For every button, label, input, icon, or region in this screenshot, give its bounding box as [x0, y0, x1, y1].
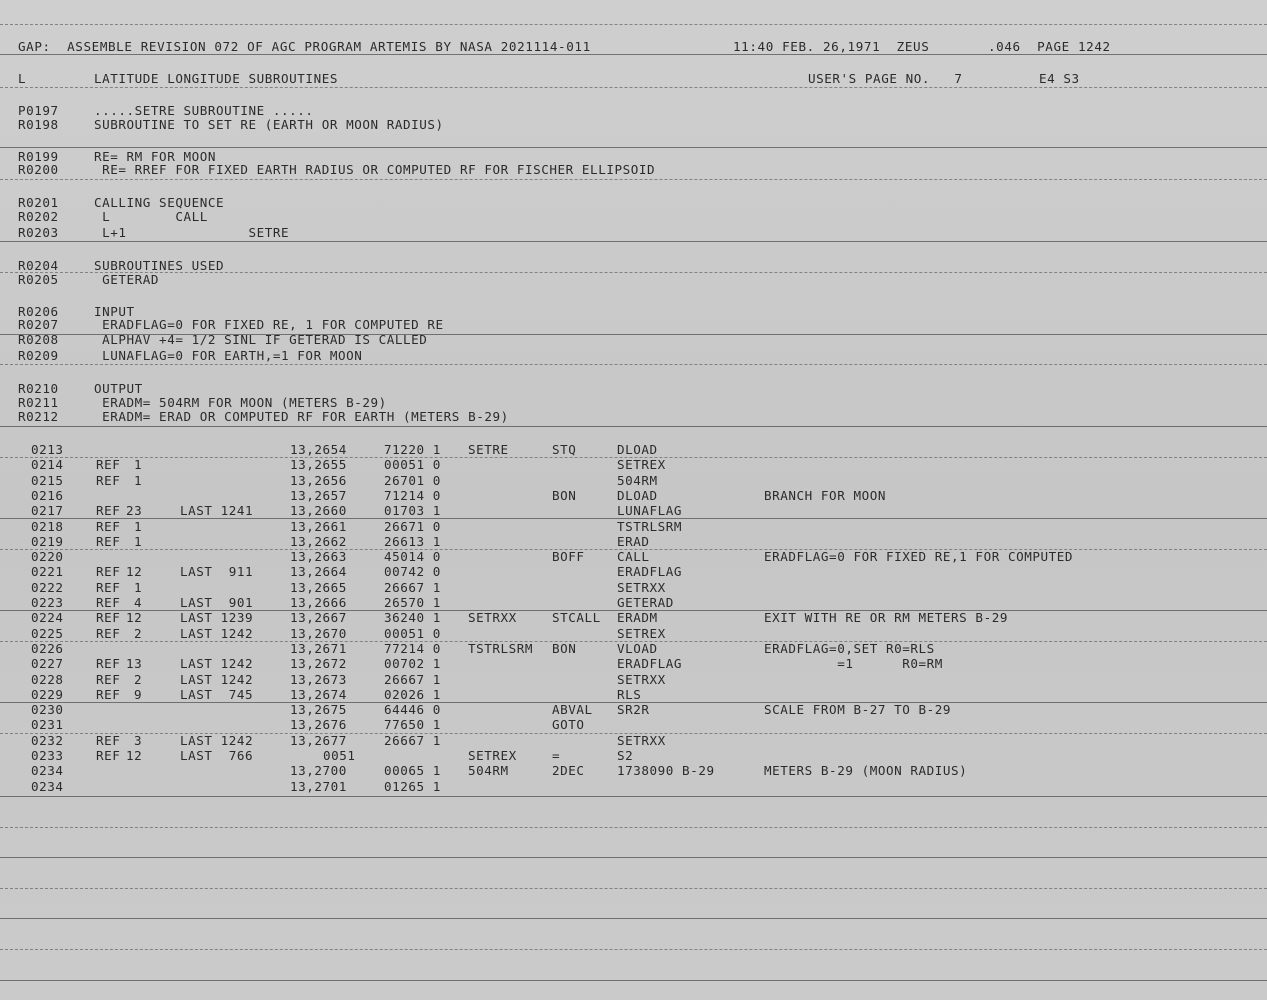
comment-text: CALLING SEQUENCE — [94, 195, 225, 210]
memory-address: 13,2655 — [290, 457, 347, 473]
line-number: 0228 — [31, 671, 64, 687]
symbol-label: TSTRLSRM — [468, 640, 534, 656]
code-line — [0, 550, 1267, 564]
line-number: 0219 — [31, 533, 64, 549]
ruling-line — [0, 918, 1267, 919]
comment-line — [0, 396, 1267, 410]
symbol-label: SETREX — [468, 748, 517, 763]
comment-text: INPUT — [94, 304, 135, 319]
operand: SR2R — [617, 702, 650, 718]
memory-address: 13,2700 — [290, 763, 347, 779]
octal-word: 26570 1 — [384, 595, 441, 610]
code-line — [0, 688, 1267, 702]
ruling-line — [0, 24, 1267, 25]
line-number: 0225 — [31, 625, 64, 641]
last-ref: LAST 766 — [180, 748, 254, 763]
comment-line — [0, 410, 1267, 424]
memory-address: 13,2662 — [290, 533, 347, 549]
operand: S2 — [617, 748, 634, 763]
line-comment: EXIT WITH RE OR RM METERS B-29 — [764, 610, 1008, 626]
line-number: R0212 — [18, 409, 59, 424]
ref-label: REF — [96, 533, 121, 549]
comment-text: OUTPUT — [94, 381, 143, 396]
ref-count: 1 — [134, 518, 143, 534]
memory-address: 13,2674 — [290, 686, 347, 702]
ref-count: 1 — [134, 472, 143, 488]
comment-line — [0, 163, 1267, 177]
last-ref: LAST 1242 — [180, 732, 254, 748]
comment-line — [0, 210, 1267, 224]
section-title: LATITUDE LONGITUDE SUBROUTINES — [94, 71, 338, 86]
line-number: R0208 — [18, 332, 59, 347]
comment-text: RE= RM FOR MOON — [94, 149, 216, 164]
opcode: = — [552, 748, 561, 763]
line-number: R0209 — [18, 348, 59, 363]
operand: ERAD — [617, 533, 650, 549]
comment-line — [0, 318, 1267, 332]
operand: 504RM — [617, 472, 658, 488]
ruling-line — [0, 147, 1267, 148]
operand: 1738090 B-29 — [617, 763, 715, 779]
line-number: 0231 — [31, 717, 64, 733]
octal-word: 00702 1 — [384, 656, 441, 672]
octal-word: 26667 1 — [384, 671, 441, 687]
line-comment: METERS B-29 (MOON RADIUS) — [764, 763, 968, 779]
octal-word: 26671 0 — [384, 518, 441, 534]
section-code: E4 S3 — [1039, 71, 1080, 86]
ref-count: 1 — [134, 457, 143, 473]
ref-count: 2 — [134, 625, 143, 641]
comment-line — [0, 196, 1267, 210]
ruling-line — [0, 888, 1267, 889]
octal-word: 00051 0 — [384, 457, 441, 473]
memory-address: 13,2656 — [290, 472, 347, 488]
last-ref: LAST 745 — [180, 686, 254, 702]
octal-word: 77214 0 — [384, 640, 441, 656]
ref-label: REF — [96, 518, 121, 534]
code-line — [0, 749, 1267, 763]
line-number: R0198 — [18, 117, 59, 132]
operand: SETRXX — [617, 732, 666, 748]
operand: RLS — [617, 686, 642, 702]
line-comment: ERADFLAG=0,SET R0=RLS — [764, 640, 935, 656]
octal-word: 45014 0 — [384, 549, 441, 565]
code-line — [0, 565, 1267, 579]
line-number: R0210 — [18, 381, 59, 396]
symbol-label: SETRE — [468, 442, 509, 457]
operand: GETERAD — [617, 595, 674, 610]
comment-line — [0, 118, 1267, 132]
ruling-line — [0, 179, 1267, 180]
line-number: R0206 — [18, 304, 59, 319]
ruling-line — [0, 364, 1267, 365]
line-number: 0233 — [31, 748, 64, 763]
line-number: 0224 — [31, 610, 64, 626]
opcode: STCALL — [552, 610, 601, 626]
comment-text: .....SETRE SUBROUTINE ..... — [94, 103, 314, 118]
operand: SETREX — [617, 457, 666, 473]
ref-count: 12 — [126, 564, 143, 580]
code-line — [0, 504, 1267, 518]
code-line — [0, 596, 1267, 610]
octal-word: 64446 0 — [384, 702, 441, 718]
ref-label: REF — [96, 579, 121, 595]
ruling-line — [0, 87, 1267, 88]
line-number: R0205 — [18, 272, 59, 287]
ruling-line — [0, 980, 1267, 981]
comment-line — [0, 273, 1267, 287]
line-number: R0199 — [18, 149, 59, 164]
octal-word: 01703 1 — [384, 503, 441, 519]
line-number: 0217 — [31, 503, 64, 519]
line-number: 0222 — [31, 579, 64, 595]
operand: VLOAD — [617, 640, 658, 656]
octal-word: 26667 1 — [384, 579, 441, 595]
line-number: 0216 — [31, 487, 64, 503]
opcode: BON — [552, 640, 577, 656]
last-ref: LAST 1241 — [180, 503, 254, 519]
comment-text: L+1 SETRE — [94, 225, 290, 240]
line-number: R0204 — [18, 258, 59, 273]
ruling-line — [0, 426, 1267, 427]
assembly-title: GAP: ASSEMBLE REVISION 072 OF AGC PROGRAM ARTEMIS BY NASA 2021114-011 — [18, 39, 591, 54]
comment-text: SUBROUTINE TO SET RE (EARTH OR MOON RADIUS) — [94, 117, 444, 132]
comment-line — [0, 104, 1267, 118]
memory-address: 13,2657 — [290, 487, 347, 503]
memory-address: 13,2665 — [290, 579, 347, 595]
memory-address: 13,2666 — [290, 595, 347, 610]
ref-count: 9 — [134, 686, 143, 702]
ref-count: 12 — [126, 748, 143, 763]
memory-address: 13,2671 — [290, 640, 347, 656]
line-number: 0215 — [31, 472, 64, 488]
code-line — [0, 627, 1267, 641]
ref-label: REF — [96, 748, 121, 763]
comment-line — [0, 259, 1267, 273]
opcode: ABVAL — [552, 702, 593, 718]
code-line — [0, 703, 1267, 717]
memory-address: 13,2663 — [290, 549, 347, 565]
comment-text: SUBROUTINES USED — [94, 258, 225, 273]
octal-word: 26613 1 — [384, 533, 441, 549]
ref-label: REF — [96, 595, 121, 610]
memory-address: 13,2667 — [290, 610, 347, 626]
code-line — [0, 474, 1267, 488]
line-number: 0230 — [31, 702, 64, 718]
ref-count: 12 — [126, 610, 143, 626]
operand: ERADFLAG — [617, 656, 683, 672]
ruling-line — [0, 949, 1267, 950]
line-number: 0227 — [31, 656, 64, 672]
ref-count: 23 — [126, 503, 143, 519]
code-line — [0, 642, 1267, 656]
memory-address: 13,2661 — [290, 518, 347, 534]
operand: DLOAD — [617, 487, 658, 503]
operand: ERADFLAG — [617, 564, 683, 580]
octal-word: 02026 1 — [384, 686, 441, 702]
memory-address: 13,2670 — [290, 625, 347, 641]
memory-address: 13,2664 — [290, 564, 347, 580]
line-number: R0211 — [18, 395, 59, 410]
octal-word: 00742 0 — [384, 564, 441, 580]
line-number: R0207 — [18, 317, 59, 332]
ruling-line — [0, 54, 1267, 55]
code-line — [0, 718, 1267, 732]
comment-line — [0, 349, 1267, 363]
comment-text: ERADFLAG=0 FOR FIXED RE, 1 FOR COMPUTED RE — [94, 317, 444, 332]
comment-text: L CALL — [94, 209, 208, 224]
line-comment: BRANCH FOR MOON — [764, 487, 886, 503]
octal-word: 00051 0 — [384, 625, 441, 641]
memory-address: 13,2676 — [290, 717, 347, 733]
last-ref: LAST 901 — [180, 595, 254, 610]
line-number: 0214 — [31, 457, 64, 473]
ref-count: 1 — [134, 579, 143, 595]
operand: DLOAD — [617, 442, 658, 457]
ref-count: 4 — [134, 595, 143, 610]
ref-label: REF — [96, 686, 121, 702]
line-number: 0226 — [31, 640, 64, 656]
line-number: 0229 — [31, 686, 64, 702]
symbol-label: SETRXX — [468, 610, 517, 626]
opcode: GOTO — [552, 717, 585, 733]
symbol-label: 504RM — [468, 763, 509, 779]
octal-word: 26701 0 — [384, 472, 441, 488]
line-number: 0234 — [31, 778, 64, 794]
code-line — [0, 458, 1267, 472]
assembly-timestamp: 11:40 FEB. 26,1971 ZEUS — [733, 39, 930, 54]
line-number: 0218 — [31, 518, 64, 534]
ruling-line — [0, 241, 1267, 242]
line-comment: ERADFLAG=0 FOR FIXED RE,1 FOR COMPUTED — [764, 549, 1074, 565]
operand: ERADM — [617, 610, 658, 626]
octal-word: 77650 1 — [384, 717, 441, 733]
opcode: 2DEC — [552, 763, 585, 779]
octal-word: 71220 1 — [384, 442, 441, 457]
line-number: 0234 — [31, 763, 64, 779]
memory-address: 0051 — [323, 748, 356, 763]
comment-text: GETERAD — [94, 272, 160, 287]
ref-label: REF — [96, 503, 121, 519]
line-number: R0202 — [18, 209, 59, 224]
code-line — [0, 520, 1267, 534]
line-number: 0221 — [31, 564, 64, 580]
log-section-letter: L — [18, 71, 27, 86]
comment-line — [0, 333, 1267, 347]
code-line — [0, 673, 1267, 687]
operand: CALL — [617, 549, 650, 565]
memory-address: 13,2654 — [290, 442, 347, 457]
memory-address: 13,2701 — [290, 778, 347, 794]
line-number: R0200 — [18, 162, 59, 177]
operand: LUNAFLAG — [617, 503, 683, 519]
last-ref: LAST 1242 — [180, 625, 254, 641]
ref-count: 13 — [126, 656, 143, 672]
octal-word: 71214 0 — [384, 487, 441, 503]
operand: TSTRLSRM — [617, 518, 683, 534]
octal-word: 00065 1 — [384, 763, 441, 779]
code-line — [0, 734, 1267, 748]
code-line — [0, 780, 1267, 794]
line-comment: SCALE FROM B-27 TO B-29 — [764, 702, 952, 718]
memory-address: 13,2675 — [290, 702, 347, 718]
comment-text: RE= RREF FOR FIXED EARTH RADIUS OR COMPUTED RF FOR FISCHER ELLIPSOID — [94, 162, 656, 177]
code-line — [0, 489, 1267, 503]
octal-word: 01265 1 — [384, 778, 441, 794]
comment-text: ERADM= ERAD OR COMPUTED RF FOR EARTH (METERS B-29) — [94, 409, 509, 424]
line-comment: =1 R0=RM — [764, 656, 943, 672]
users-page-number: USER'S PAGE NO. 7 — [808, 71, 963, 86]
comment-text: ERADM= 504RM FOR MOON (METERS B-29) — [94, 395, 387, 410]
comment-text: ALPHAV +4= 1/2 SINL IF GETERAD IS CALLED — [94, 332, 428, 347]
octal-word: 26667 1 — [384, 732, 441, 748]
last-ref: LAST 1239 — [180, 610, 254, 626]
opcode: BON — [552, 487, 577, 503]
line-number: P0197 — [18, 103, 59, 118]
comment-line — [0, 226, 1267, 240]
code-line — [0, 443, 1267, 457]
operand: SETREX — [617, 625, 666, 641]
ref-label: REF — [96, 610, 121, 626]
comment-text: LUNAFLAG=0 FOR EARTH,=1 FOR MOON — [94, 348, 363, 363]
ref-label: REF — [96, 671, 121, 687]
ref-label: REF — [96, 732, 121, 748]
ref-label: REF — [96, 457, 121, 473]
ref-count: 3 — [134, 732, 143, 748]
line-number: 0220 — [31, 549, 64, 565]
ref-label: REF — [96, 656, 121, 672]
ref-label: REF — [96, 472, 121, 488]
ref-label: REF — [96, 625, 121, 641]
ruling-line — [0, 796, 1267, 797]
operand: SETRXX — [617, 671, 666, 687]
memory-address: 13,2660 — [290, 503, 347, 519]
code-line — [0, 657, 1267, 671]
line-number: R0203 — [18, 225, 59, 240]
line-number: R0201 — [18, 195, 59, 210]
code-line — [0, 535, 1267, 549]
ruling-line — [0, 857, 1267, 858]
octal-word: 36240 1 — [384, 610, 441, 626]
memory-address: 13,2677 — [290, 732, 347, 748]
code-line — [0, 581, 1267, 595]
operand: SETRXX — [617, 579, 666, 595]
code-line — [0, 764, 1267, 778]
ref-count: 1 — [134, 533, 143, 549]
last-ref: LAST 1242 — [180, 656, 254, 672]
ref-count: 2 — [134, 671, 143, 687]
memory-address: 13,2672 — [290, 656, 347, 672]
line-number: 0232 — [31, 732, 64, 748]
last-ref: LAST 1242 — [180, 671, 254, 687]
opcode: STQ — [552, 442, 577, 457]
ruling-line — [0, 827, 1267, 828]
opcode: BOFF — [552, 549, 585, 565]
comment-line — [0, 382, 1267, 396]
ref-label: REF — [96, 564, 121, 580]
code-line — [0, 611, 1267, 625]
last-ref: LAST 911 — [180, 564, 254, 580]
line-number: 0213 — [31, 442, 64, 457]
page-number: .046 PAGE 1242 — [988, 39, 1111, 54]
memory-address: 13,2673 — [290, 671, 347, 687]
line-number: 0223 — [31, 595, 64, 610]
